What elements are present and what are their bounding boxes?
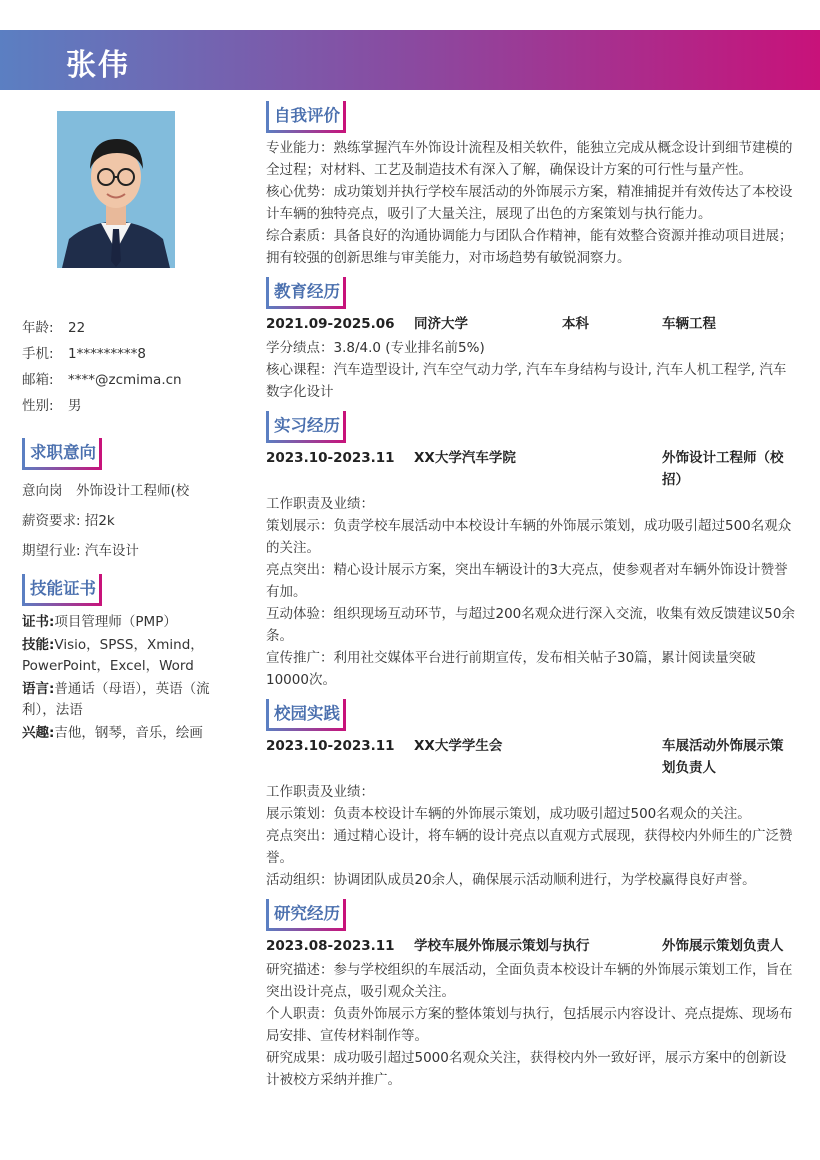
campus-row [266,735,796,779]
left-column [22,318,218,746]
paragraph: 个人职责：负责外饰展示方案的整体策划与执行，包括展示内容设计、亮点提炼、现场布局安排、宣传材料制作等。 [266,1006,793,1044]
project: 学校车展外饰展示策划与执行 [414,938,590,954]
role: 外饰展示策划负责人 [662,938,784,954]
skill-hobby: 兴趣:吉他，钢琴，音乐，绘画 [22,725,203,741]
research-row [266,935,796,957]
section-title: 自我评价 [266,101,346,131]
skill-tools: 技能:Visio，SPSS，Xmind，PowerPoint，Excel，Word [22,637,204,674]
date-range: 2023.10-2023.11 [266,450,395,466]
portrait-illustration [57,111,175,268]
skills-section [22,574,218,744]
paragraph: 工作职责及业绩： [266,496,374,512]
role: 车展活动外饰展示策划负责人 [662,738,784,776]
paragraph: 核心课程：汽车造型设计, 汽车空气动力学, 汽车车身结构与设计, 汽车人机工程学, 汽车数字化设计 [266,362,787,400]
paragraph: 核心优势：成功策划并执行学校车展活动的外饰展示方案，精准捕捉并有效传达了本校设计车辆的独特亮点，吸引了大量关注，展现了出色的方案策划与执行能力。 [266,184,793,222]
paragraph: 学分绩点：3.8/4.0 (专业排名前5%) [266,340,485,356]
right-column [266,101,796,1099]
date-range: 2023.10-2023.11 [266,738,395,754]
internship-row [266,447,796,491]
personal-info [22,318,218,422]
intent-section [22,438,218,566]
header-banner [0,30,820,90]
paragraph: 综合素质：具备良好的沟通协调能力与团队合作精神，能有效整合资源并推动项目进展；拥有较强的创新思维与审美能力，对市场趋势有敏锐洞察力。 [266,228,793,266]
date-range: 2023.08-2023.11 [266,938,395,954]
education-section [266,277,796,403]
paragraph: 专业能力：熟练掌握汽车外饰设计流程及相关软件，能独立完成从概念设计到细节建模的全过程；对材料、工艺及制造技术有深入了解，确保设计方案的可行性与量产性。 [266,140,793,178]
school: 同济大学 [414,316,468,332]
section-title: 实习经历 [266,411,346,441]
paragraph: 策划展示：负责学校车展活动中本校设计车辆的外饰展示策划，成功吸引超过500名观众的关注。 [266,518,792,556]
section-title: 技能证书 [22,574,102,604]
info-gender: 性别: 男 [22,398,82,414]
paragraph: 工作职责及业绩： [266,784,374,800]
organization: XX大学汽车学院 [414,450,516,466]
intent-position: 意向岗 外饰设计工程师(校 [22,483,190,499]
candidate-name: 张伟 [66,48,130,83]
paragraph: 亮点突出：精心设计展示方案，突出车辆设计的3大亮点，使参观者对车辆外饰设计赞誉有加。 [266,562,788,600]
date-range: 2021.09-2025.06 [266,316,395,332]
paragraph: 互动体验：组织现场互动环节，与超过200名观众进行深入交流，收集有效反馈建议50余条。 [266,606,795,644]
section-title: 求职意向 [22,438,102,468]
paragraph: 亮点突出：通过精心设计，将车辆的设计亮点以直观方式展现，获得校内外师生的广泛赞誉。 [266,828,793,866]
intent-industry: 期望行业: 汽车设计 [22,543,139,559]
major: 车辆工程 [662,316,716,332]
info-age: 年龄: 22 [22,320,86,336]
self-evaluation-section [266,101,796,269]
skill-cert: 证书:项目管理师（PMP） [22,614,177,630]
education-row [266,313,796,335]
campus-section [266,699,796,891]
role: 外饰设计工程师（校招） [662,450,784,488]
intent-salary: 薪资要求: 招2k [22,513,115,529]
organization: XX大学学生会 [414,738,503,754]
paragraph: 展示策划：负责本校设计车辆的外饰展示策划，成功吸引超过500名观众的关注。 [266,806,751,822]
paragraph: 活动组织：协调团队成员20余人，确保展示活动顺利进行，为学校赢得良好声誉。 [266,872,756,888]
info-email: 邮箱: ****@zcmima.cn [22,372,182,388]
paragraph: 研究成果：成功吸引超过5000名观众关注，获得校内外一致好评，展示方案中的创新设计被校方采纳并推广。 [266,1050,787,1088]
info-phone: 手机: 1*********8 [22,346,146,362]
paragraph: 宣传推广：利用社交媒体平台进行前期宣传，发布相关帖子30篇，累计阅读量突破10000次。 [266,650,756,688]
section-title: 教育经历 [266,277,346,307]
section-title: 研究经历 [266,899,346,929]
section-title: 校园实践 [266,699,346,729]
degree: 本科 [562,316,589,332]
internship-section [266,411,796,691]
paragraph: 研究描述：参与学校组织的车展活动，全面负责本校设计车辆的外饰展示策划工作，旨在突出设计亮点，吸引观众关注。 [266,962,793,1000]
skill-language: 语言:普通话（母语），英语（流利），法语 [22,681,210,718]
research-section [266,899,796,1091]
profile-photo [57,111,175,268]
